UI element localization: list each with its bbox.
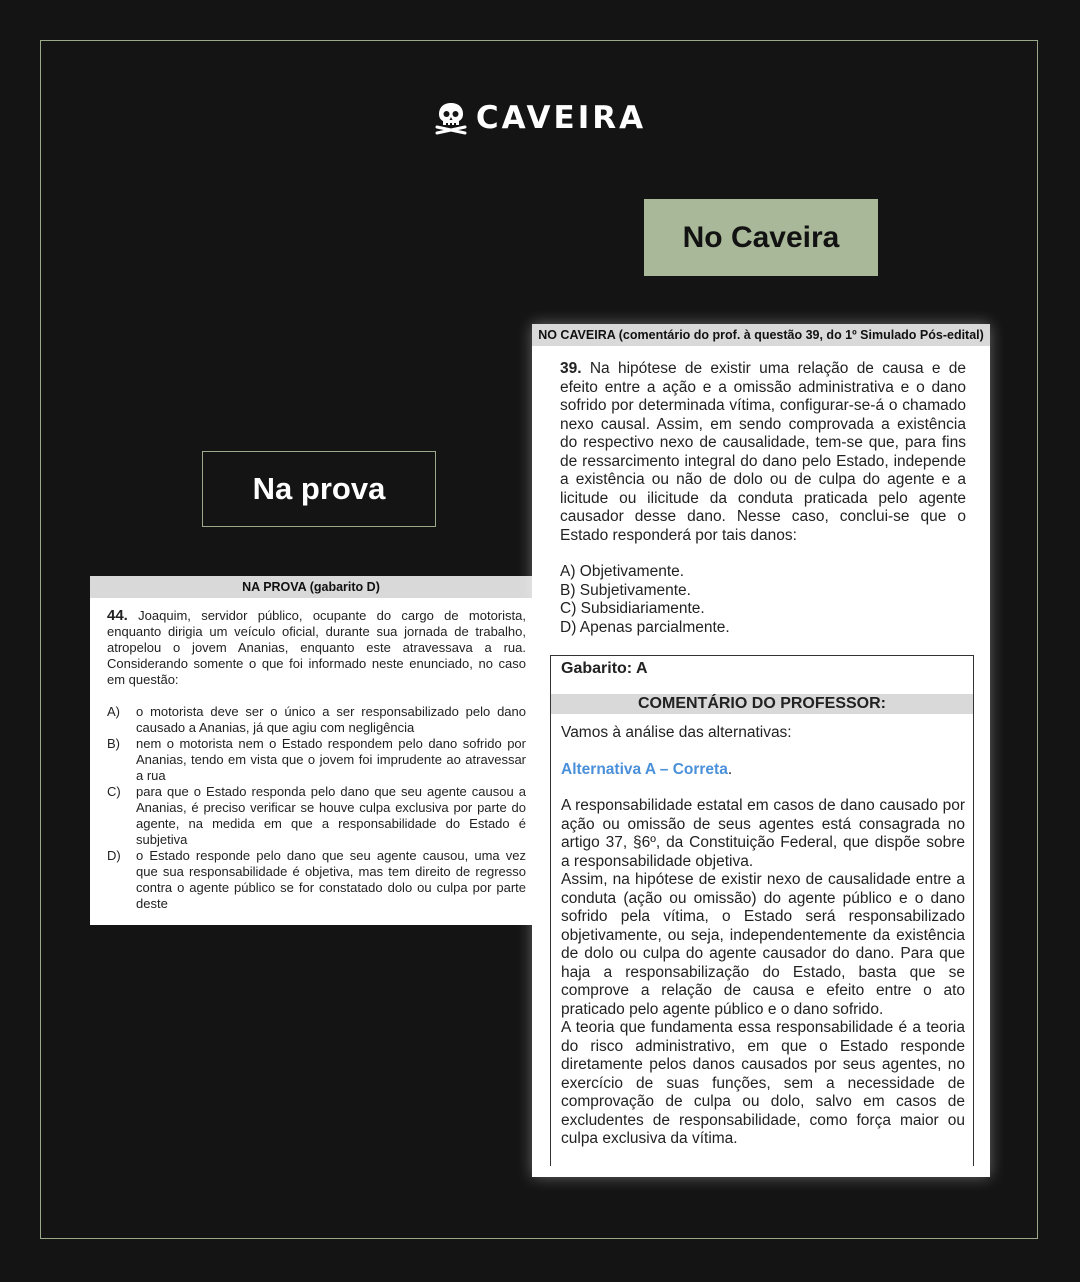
caveira-option-d: D) Apenas parcialmente. <box>560 618 730 636</box>
option-text: para que o Estado responda pelo dano que seu agente causou a Ananias, é preciso verificar se houve culpa exclusiva por parte do agente, na medida em que a responsabilidade do Estado é subjetiva <box>136 784 526 847</box>
comment-intro: Vamos à análise das alternativas: <box>561 724 792 741</box>
brand-logo <box>0 100 1080 136</box>
no-caveira-badge: No Caveira <box>644 199 878 276</box>
gabarito-box <box>550 655 974 1166</box>
caveira-question-body: Na hipótese de existir uma relação de causa e de efeito entre a ação e a omissão administrativa e o dano sofrido por determinada vítima, configurar-se-á o chamado nexo causal. Assim, em sendo comprovada a existência do respectivo nexo de causalidade, tem-se que, para fins de ressarcimento integral do dano pelo Estado, independe a existência ou não de dolo ou de culpa do agente e a licitude ou ilicitude da conduta praticada pelo agente causador desse dano. Nesse caso, conclui-se que o Estado responderá por tais danos: <box>560 360 967 544</box>
alternativa-correta: Alternativa A – Correta <box>561 760 728 778</box>
skull-icon <box>434 101 468 135</box>
option-text: o Estado responde pelo dano que seu agente causou, uma vez que sua responsabilidade é objetiva, mas tem direito de regresso contra o agente público se for constatado dolo ou culpa por parte deste <box>136 848 526 911</box>
caveira-question-number: 39. <box>560 360 582 377</box>
brand-name: CAVEIRA <box>475 100 647 136</box>
comment-header: COMENTÁRIO DO PROFESSOR: <box>551 694 973 714</box>
prova-question-card <box>90 576 532 925</box>
prova-question-text <box>107 608 526 688</box>
na-prova-badge: Na prova <box>202 451 436 527</box>
prova-options <box>90 704 532 912</box>
caveira-option-a: A) Objetivamente. <box>560 563 685 580</box>
option-text: nem o motorista nem o Estado respondem pelo dano sofrido por Ananias, tendo em vista que o jovem foi imprudente ao atravessar a rua <box>136 736 526 783</box>
prova-question-number: 44. <box>107 607 128 624</box>
caveira-card-header: NO CAVEIRA (comentário do prof. à questão 39, do 1º Simulado Pós-edital) <box>532 324 990 346</box>
caveira-options <box>560 563 966 637</box>
alternativa-line <box>561 761 965 780</box>
option-letter: D) <box>107 848 121 863</box>
prova-option-a <box>107 704 526 736</box>
prova-option-c <box>107 784 526 848</box>
caveira-option-c: C) Subsidiariamente. <box>560 600 705 617</box>
comment-paragraph-1: A responsabilidade estatal em casos de dano causado por ação ou omissão de seus agentes está consagrada no artigo 37, §6º, da Constituição Federal, que dispõe sobre a responsabilidade objetiva. <box>561 797 965 870</box>
option-letter: B) <box>107 736 120 751</box>
caveira-question-text <box>560 360 966 545</box>
comment-body <box>561 724 965 1149</box>
option-letter: C) <box>107 784 121 799</box>
comment-paragraph-2: Assim, na hipótese de existir nexo de causalidade entre a conduta (ação ou omissão) do agente público e o dano sofrido pela vítima, o Estado será responsabilizado objetivamente, ou seja, independentemente da existência de dolo ou culpa do agente causador do dano. Para que haja a responsabilização do Estado, basta que se comprove a relação de causa e efeito entre o ato praticado pelo agente público e o dano sofrido. <box>561 871 965 1018</box>
prova-question-body: Joaquim, servidor público, ocupante do cargo de motorista, enquanto dirigia um veículo oficial, durante sua jornada de trabalho, atropelou o jovem Ananias, enquanto este atravessava a rua. Considerando somente o que foi informado neste enunciado, no caso em questão: <box>107 608 526 687</box>
alternativa-suffix: . <box>727 760 733 778</box>
caveira-question-card <box>532 324 990 1177</box>
prova-option-d <box>107 848 526 912</box>
option-text: o motorista deve ser o único a ser responsabilizado pelo dano causado a Ananias, já que agiu com negligência <box>136 704 526 735</box>
gabarito-title: Gabarito: A <box>561 660 648 677</box>
prova-card-header: NA PROVA (gabarito D) <box>90 576 532 598</box>
prova-option-b <box>107 736 526 784</box>
comment-paragraph-3: A teoria que fundamenta essa responsabilidade é a teoria do risco administrativo, em que o Estado responde diretamente pelos danos causados por seus agentes, no exercício de suas funções, sem a necessidade de comprovação de culpa ou dolo, salvo em casos de excludentes de responsabilidade, como força maior ou culpa exclusiva da vítima. <box>561 1019 965 1147</box>
caveira-option-b: B) Subjetivamente. <box>560 581 691 599</box>
option-letter: A) <box>107 704 120 719</box>
